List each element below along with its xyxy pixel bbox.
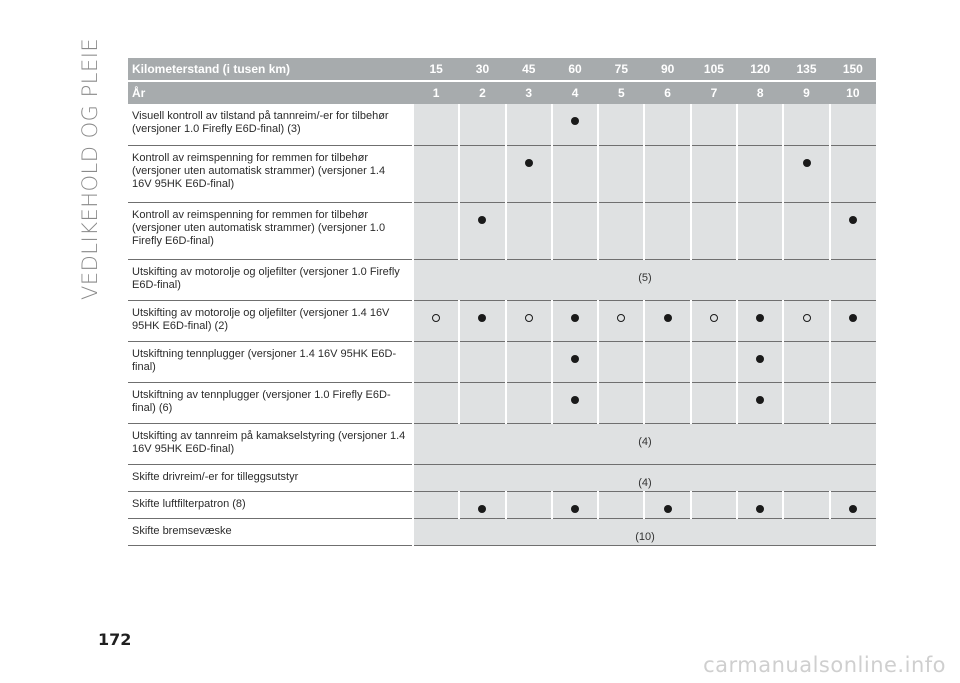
table-row — [128, 202, 876, 259]
schedule-cell — [598, 382, 644, 423]
filled-dot-icon — [756, 505, 764, 513]
table-row — [128, 518, 876, 545]
row-label: Skifte drivreim/-er for tilleggsutstyr — [128, 464, 413, 491]
schedule-cell — [506, 382, 552, 423]
filled-dot-icon — [849, 314, 857, 322]
schedule-cell — [783, 382, 829, 423]
schedule-cell — [644, 202, 690, 259]
schedule-cell — [737, 341, 783, 382]
schedule-cell — [644, 300, 690, 341]
schedule-cell — [598, 104, 644, 145]
schedule-cell — [691, 104, 737, 145]
schedule-cell — [506, 202, 552, 259]
schedule-cell — [506, 145, 552, 202]
schedule-cell — [459, 202, 505, 259]
table-row — [128, 423, 876, 464]
schedule-cell — [413, 145, 459, 202]
schedule-cell — [459, 104, 505, 145]
filled-dot-icon — [756, 396, 764, 404]
hollow-circle-icon — [803, 314, 811, 322]
schedule-cell — [598, 341, 644, 382]
header-year-value: 10 — [830, 81, 876, 104]
header-year-value: 3 — [506, 81, 552, 104]
schedule-cell — [783, 145, 829, 202]
schedule-cell — [691, 341, 737, 382]
schedule-cell — [644, 491, 690, 518]
schedule-cell — [783, 341, 829, 382]
table-row — [128, 464, 876, 491]
filled-dot-icon — [756, 355, 764, 363]
header-year-value: 2 — [459, 81, 505, 104]
filled-dot-icon — [571, 314, 579, 322]
schedule-cell — [506, 104, 552, 145]
schedule-cell — [459, 145, 505, 202]
filled-dot-icon — [571, 117, 579, 125]
schedule-cell — [552, 104, 598, 145]
header-km-value: 105 — [691, 58, 737, 81]
schedule-cell — [644, 104, 690, 145]
schedule-cell — [552, 145, 598, 202]
header-year-value: 8 — [737, 81, 783, 104]
header-km-value: 15 — [413, 58, 459, 81]
filled-dot-icon — [849, 505, 857, 513]
filled-dot-icon — [849, 216, 857, 224]
row-label: Kontroll av reimspenning for remmen for tilbehør (versjoner uten automatisk strammer) (versjoner 1.0 Firefly E6D-final) — [128, 202, 413, 259]
schedule-cell — [598, 202, 644, 259]
schedule-cell — [737, 202, 783, 259]
watermark: carmanualsonline.info — [703, 653, 946, 677]
table-row — [128, 341, 876, 382]
row-label: Visuell kontroll av tilstand på tannreim/-er for tilbehør (versjoner 1.0 Firefly E6D-final) (3) — [128, 104, 413, 145]
header-row-km — [128, 58, 876, 81]
header-km-label: Kilometerstand (i tusen km) — [128, 58, 413, 81]
schedule-cell — [737, 145, 783, 202]
schedule-cell — [830, 104, 876, 145]
schedule-cell — [830, 382, 876, 423]
row-note: (5) — [413, 259, 876, 300]
row-label: Utskifting av motorolje og oljefilter (versjoner 1.4 16V 95HK E6D-final) (2) — [128, 300, 413, 341]
schedule-cell — [506, 300, 552, 341]
schedule-cell — [691, 145, 737, 202]
filled-dot-icon — [525, 159, 533, 167]
hollow-circle-icon — [525, 314, 533, 322]
header-km-value: 75 — [598, 58, 644, 81]
schedule-cell — [830, 145, 876, 202]
schedule-cell — [737, 382, 783, 423]
header-year-value: 4 — [552, 81, 598, 104]
schedule-cell — [644, 341, 690, 382]
row-label: Utskiftning tennplugger (versjoner 1.4 16V 95HK E6D-final) — [128, 341, 413, 382]
schedule-cell — [506, 491, 552, 518]
schedule-cell — [691, 382, 737, 423]
header-row-year — [128, 81, 876, 104]
schedule-cell — [413, 341, 459, 382]
header-km-value: 60 — [552, 58, 598, 81]
schedule-cell — [459, 341, 505, 382]
header-km-value: 45 — [506, 58, 552, 81]
row-note: (10) — [413, 518, 876, 545]
schedule-cell — [459, 382, 505, 423]
schedule-cell — [830, 300, 876, 341]
schedule-cell — [413, 382, 459, 423]
row-label: Skifte bremsevæske — [128, 518, 413, 545]
schedule-cell — [506, 341, 552, 382]
schedule-cell — [830, 202, 876, 259]
section-title: VEDLIKEHOLD OG PLEIE — [78, 37, 102, 300]
page-number: 172 — [98, 630, 132, 649]
header-km-value: 30 — [459, 58, 505, 81]
row-label: Kontroll av reimspenning for remmen for tilbehør (versjoner uten automatisk strammer) (versjoner 1.4 16V 95HK E6D-final) — [128, 145, 413, 202]
maintenance-schedule-table — [128, 58, 876, 546]
row-note: (4) — [413, 464, 876, 491]
schedule-cell — [413, 491, 459, 518]
filled-dot-icon — [571, 396, 579, 404]
schedule-cell — [598, 491, 644, 518]
schedule-cell — [691, 300, 737, 341]
schedule-cell — [413, 202, 459, 259]
table-row — [128, 104, 876, 145]
hollow-circle-icon — [710, 314, 718, 322]
filled-dot-icon — [571, 355, 579, 363]
filled-dot-icon — [664, 314, 672, 322]
row-note: (4) — [413, 423, 876, 464]
filled-dot-icon — [756, 314, 764, 322]
schedule-body — [128, 104, 876, 545]
schedule-cell — [737, 300, 783, 341]
filled-dot-icon — [478, 216, 486, 224]
table-row — [128, 145, 876, 202]
schedule-cell — [783, 300, 829, 341]
schedule-cell — [598, 145, 644, 202]
header-year-value: 7 — [691, 81, 737, 104]
table-row — [128, 382, 876, 423]
schedule-cell — [413, 104, 459, 145]
schedule-cell — [552, 202, 598, 259]
filled-dot-icon — [664, 505, 672, 513]
table-row — [128, 491, 876, 518]
schedule-cell — [413, 300, 459, 341]
schedule-cell — [830, 491, 876, 518]
row-label: Utskifting av motorolje og oljefilter (versjoner 1.0 Firefly E6D-final) — [128, 259, 413, 300]
schedule-cell — [552, 300, 598, 341]
schedule-cell — [459, 491, 505, 518]
schedule-cell — [737, 104, 783, 145]
filled-dot-icon — [803, 159, 811, 167]
header-year-value: 5 — [598, 81, 644, 104]
schedule-cell — [783, 104, 829, 145]
schedule-cell — [644, 145, 690, 202]
schedule-cell — [644, 382, 690, 423]
row-label: Utskifting av tannreim på kamakselstyring (versjoner 1.4 16V 95HK E6D-final) — [128, 423, 413, 464]
header-km-value: 150 — [830, 58, 876, 81]
header-km-value: 120 — [737, 58, 783, 81]
header-year-label: År — [128, 81, 413, 104]
filled-dot-icon — [478, 505, 486, 513]
schedule-cell — [552, 382, 598, 423]
schedule-cell — [598, 300, 644, 341]
hollow-circle-icon — [617, 314, 625, 322]
header-km-value: 135 — [783, 58, 829, 81]
schedule-cell — [783, 202, 829, 259]
schedule-cell — [783, 491, 829, 518]
header-year-value: 9 — [783, 81, 829, 104]
header-km-value: 90 — [644, 58, 690, 81]
row-label: Utskiftning av tennplugger (versjoner 1.0 Firefly E6D-final) (6) — [128, 382, 413, 423]
filled-dot-icon — [571, 505, 579, 513]
hollow-circle-icon — [432, 314, 440, 322]
header-year-value: 6 — [644, 81, 690, 104]
schedule-cell — [552, 491, 598, 518]
filled-dot-icon — [478, 314, 486, 322]
table-row — [128, 300, 876, 341]
schedule-cell — [552, 341, 598, 382]
schedule-cell — [737, 491, 783, 518]
row-label: Skifte luftfilterpatron (8) — [128, 491, 413, 518]
schedule-cell — [830, 341, 876, 382]
schedule-cell — [691, 202, 737, 259]
schedule-cell — [459, 300, 505, 341]
table-row — [128, 259, 876, 300]
header-year-value: 1 — [413, 81, 459, 104]
schedule-cell — [691, 491, 737, 518]
